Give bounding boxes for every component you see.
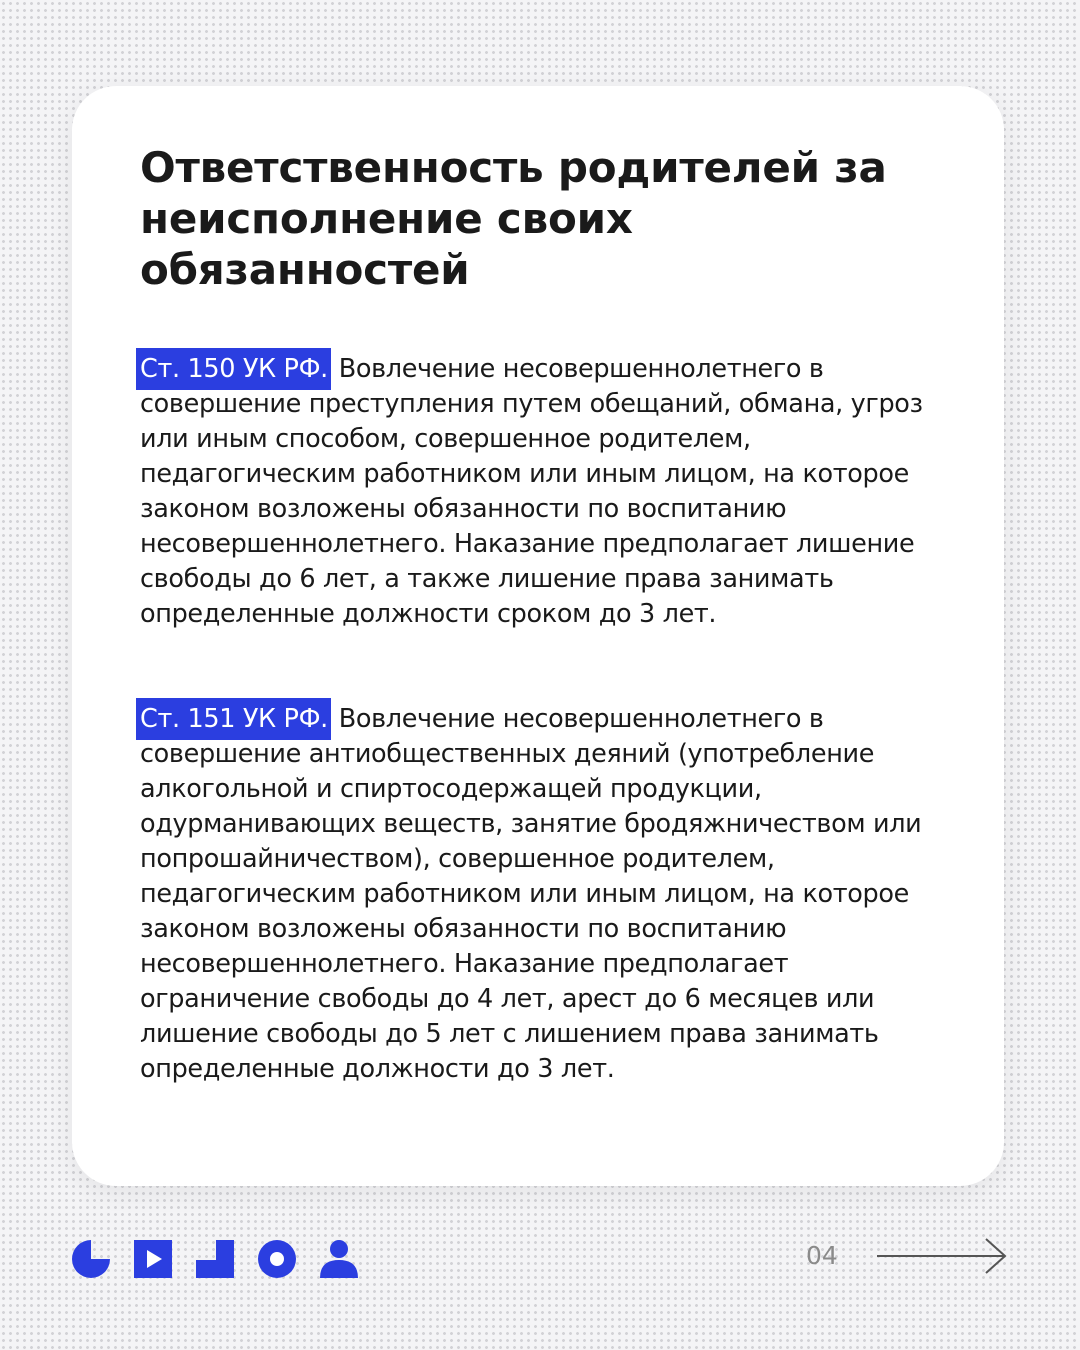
circle-icon — [258, 1240, 296, 1278]
footer-icon-row — [72, 1240, 358, 1278]
article-151-text: Вовлечение несовершеннолетнего в совершение антиобщественных деяний (употребление алкогольной и спиртосодержащей продукции, одурманивающих веществ, занятие бродяжничеством или попрошайничеством), совершенное родителем, педагогическим работником или иным лицом, на которое законом возложены обязанности по воспитанию несовершеннолетнего. Наказание предполагает ограничение свободы до 4 лет, арест до 6 месяцев или лишение свободы до 5 лет с лишением права занимать определенные должности до 3 лет. — [140, 704, 922, 1084]
article-150-paragraph — [140, 352, 950, 632]
steps-icon — [196, 1240, 234, 1278]
article-151-tag: Ст. 151 УК РФ. — [136, 698, 331, 740]
arrow-right-icon[interactable] — [876, 1236, 1008, 1280]
person-icon — [320, 1240, 358, 1278]
article-150-text: Вовлечение несовершеннолетнего в совершение преступления путем обещаний, обмана, угроз или иным способом, совершенное родителем, педагогическим работником или иным лицом, на которое законом возложены обязанности по воспитанию несовершеннолетнего. Наказание предполагает лишение свободы до 6 лет, а также лишение права занимать определенные должности сроком до 3 лет. — [140, 354, 923, 629]
page-number: 04 — [806, 1241, 838, 1270]
article-150-tag: Ст. 150 УК РФ. — [136, 348, 331, 390]
page-title: Ответственность родителей за неисполнение своих обязанностей — [140, 143, 887, 294]
pie-icon — [72, 1240, 110, 1278]
play-icon — [134, 1240, 172, 1278]
article-151-paragraph — [140, 702, 950, 1087]
